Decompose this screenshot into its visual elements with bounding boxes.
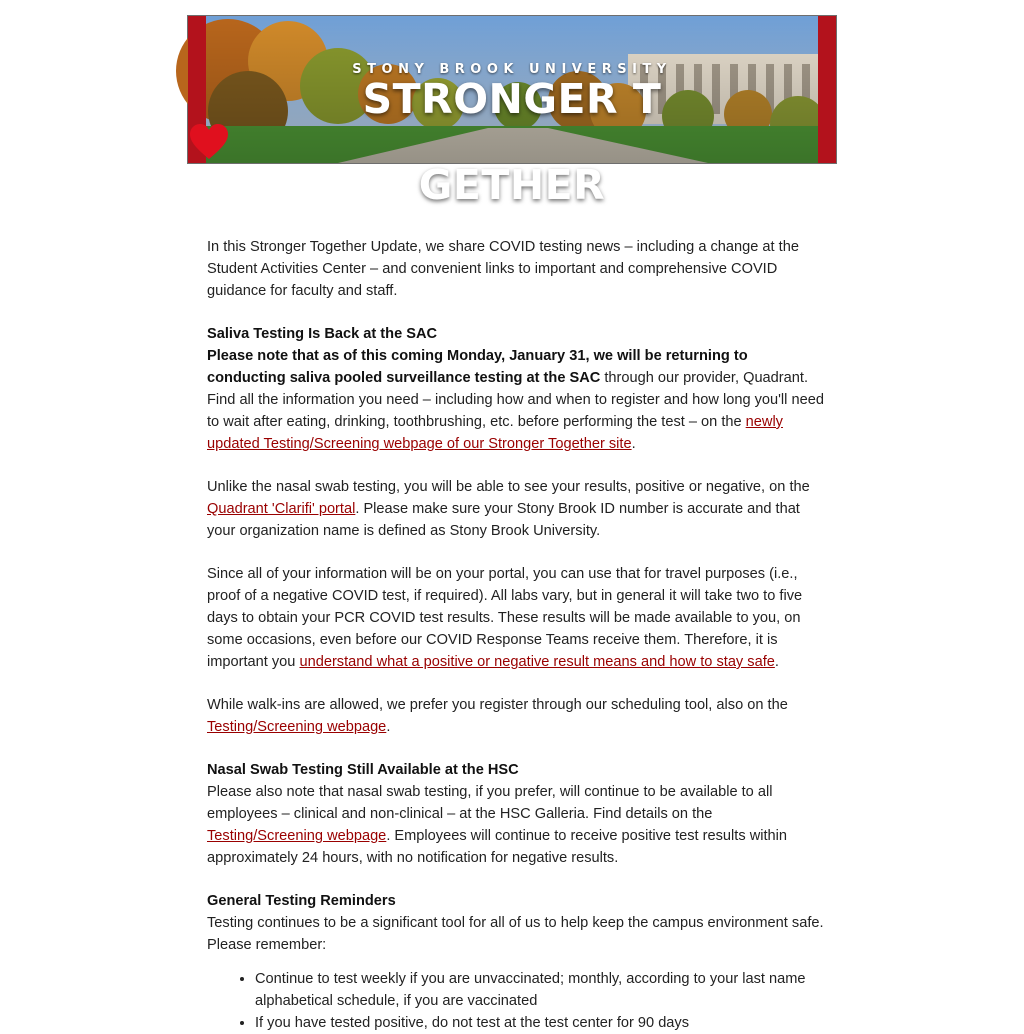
results-text-2: . Please make sure your Stony Brook ID number is accurate and that your organization name is defined as Stony Brook University. [207, 501, 800, 539]
list-item: • If you have tested positive, do not test at the test center for 90 days [255, 1012, 824, 1034]
reminders-section [207, 890, 824, 956]
saliva-text-1: through our provider, Quadrant. Find all the information you need – including how and when to register and how long you'll need to wait after eating, drinking, toothbrushing, etc. before performing the test – on the [207, 370, 824, 430]
saliva-section [207, 323, 824, 455]
saliva-bold-lead: Please note that as of this coming Monday, January 31, we will be returning to conducting saliva pooled surveillance testing at the SAC [207, 348, 748, 386]
nasal-section [207, 759, 824, 869]
heart-icon [189, 124, 229, 160]
reminders-list [207, 968, 824, 1034]
walkins-text-2: . [386, 719, 391, 735]
results-paragraph [207, 476, 824, 542]
walkins-text-1: While walk-ins are allowed, we prefer you register through our scheduling tool, also on the [207, 697, 788, 713]
results-text-1: Unlike the nasal swab testing, you will be able to see your results, positive or negative, on the [207, 479, 810, 495]
testing-screening-link[interactable]: newly updated Testing/Screening webpage of our Stronger Together site [207, 414, 783, 452]
saliva-heading: Saliva Testing Is Back at the SAC [207, 326, 438, 342]
banner-title [188, 74, 836, 210]
nasal-text-2: . Employees will continue to receive positive test results within approximately 24 hours, with no notification for negative results. [207, 828, 788, 866]
banner-university-name: STONY BROOK UNIVERSITY [352, 62, 672, 77]
quadrant-portal-link[interactable]: Quadrant 'Clarifi' portal [207, 501, 356, 517]
reminders-heading: General Testing Reminders [207, 893, 396, 909]
travel-text-2: . [774, 654, 779, 670]
positive-negative-result-link[interactable]: understand what a positive or negative result means and how to stay safe [299, 654, 775, 670]
nasal-heading: Nasal Swab Testing Still Available at the HSC [207, 762, 519, 778]
travel-text-1: Since all of your information will be on your portal, you can use that for travel purposes (i.e., proof of a negative COVID test, if required). All labs vary, but in general it will take two to five days to obtain your PCR COVID test results. These results will be made available to you, on some occasions, even before our COVID Response Teams receive them. Therefore, it is important you [207, 566, 803, 670]
banner-title-part-1: STRONGER T [362, 75, 662, 123]
saliva-text-2: . [631, 436, 636, 452]
walkins-paragraph [207, 694, 824, 738]
travel-paragraph [207, 563, 824, 673]
testing-webpage-link[interactable]: Testing/Screening webpage [207, 719, 387, 735]
header-banner [187, 15, 837, 209]
email-body [207, 236, 824, 1034]
testing-webpage-link-2[interactable]: Testing/Screening webpage [207, 828, 387, 844]
intro-paragraph: In this Stronger Together Update, we share COVID testing news – including a change at the Student Activities Center – and convenient links to important and comprehensive COVID guidance for faculty and staff. [207, 239, 799, 299]
reminders-text-1: Testing continues to be a significant tool for all of us to help keep the campus environment safe. Please remember: [207, 915, 824, 953]
nasal-text-1: Please also note that nasal swab testing, if you prefer, will continue to be available to all employees – clinical and non-clinical – at the HSC Galleria. Find details on the [207, 784, 773, 822]
list-item: • Continue to test weekly if you are unvaccinated; monthly, according to your last name alphabetical schedule, if you are vaccinated [255, 968, 824, 1012]
banner-title-part-2: GETHER [418, 161, 606, 209]
